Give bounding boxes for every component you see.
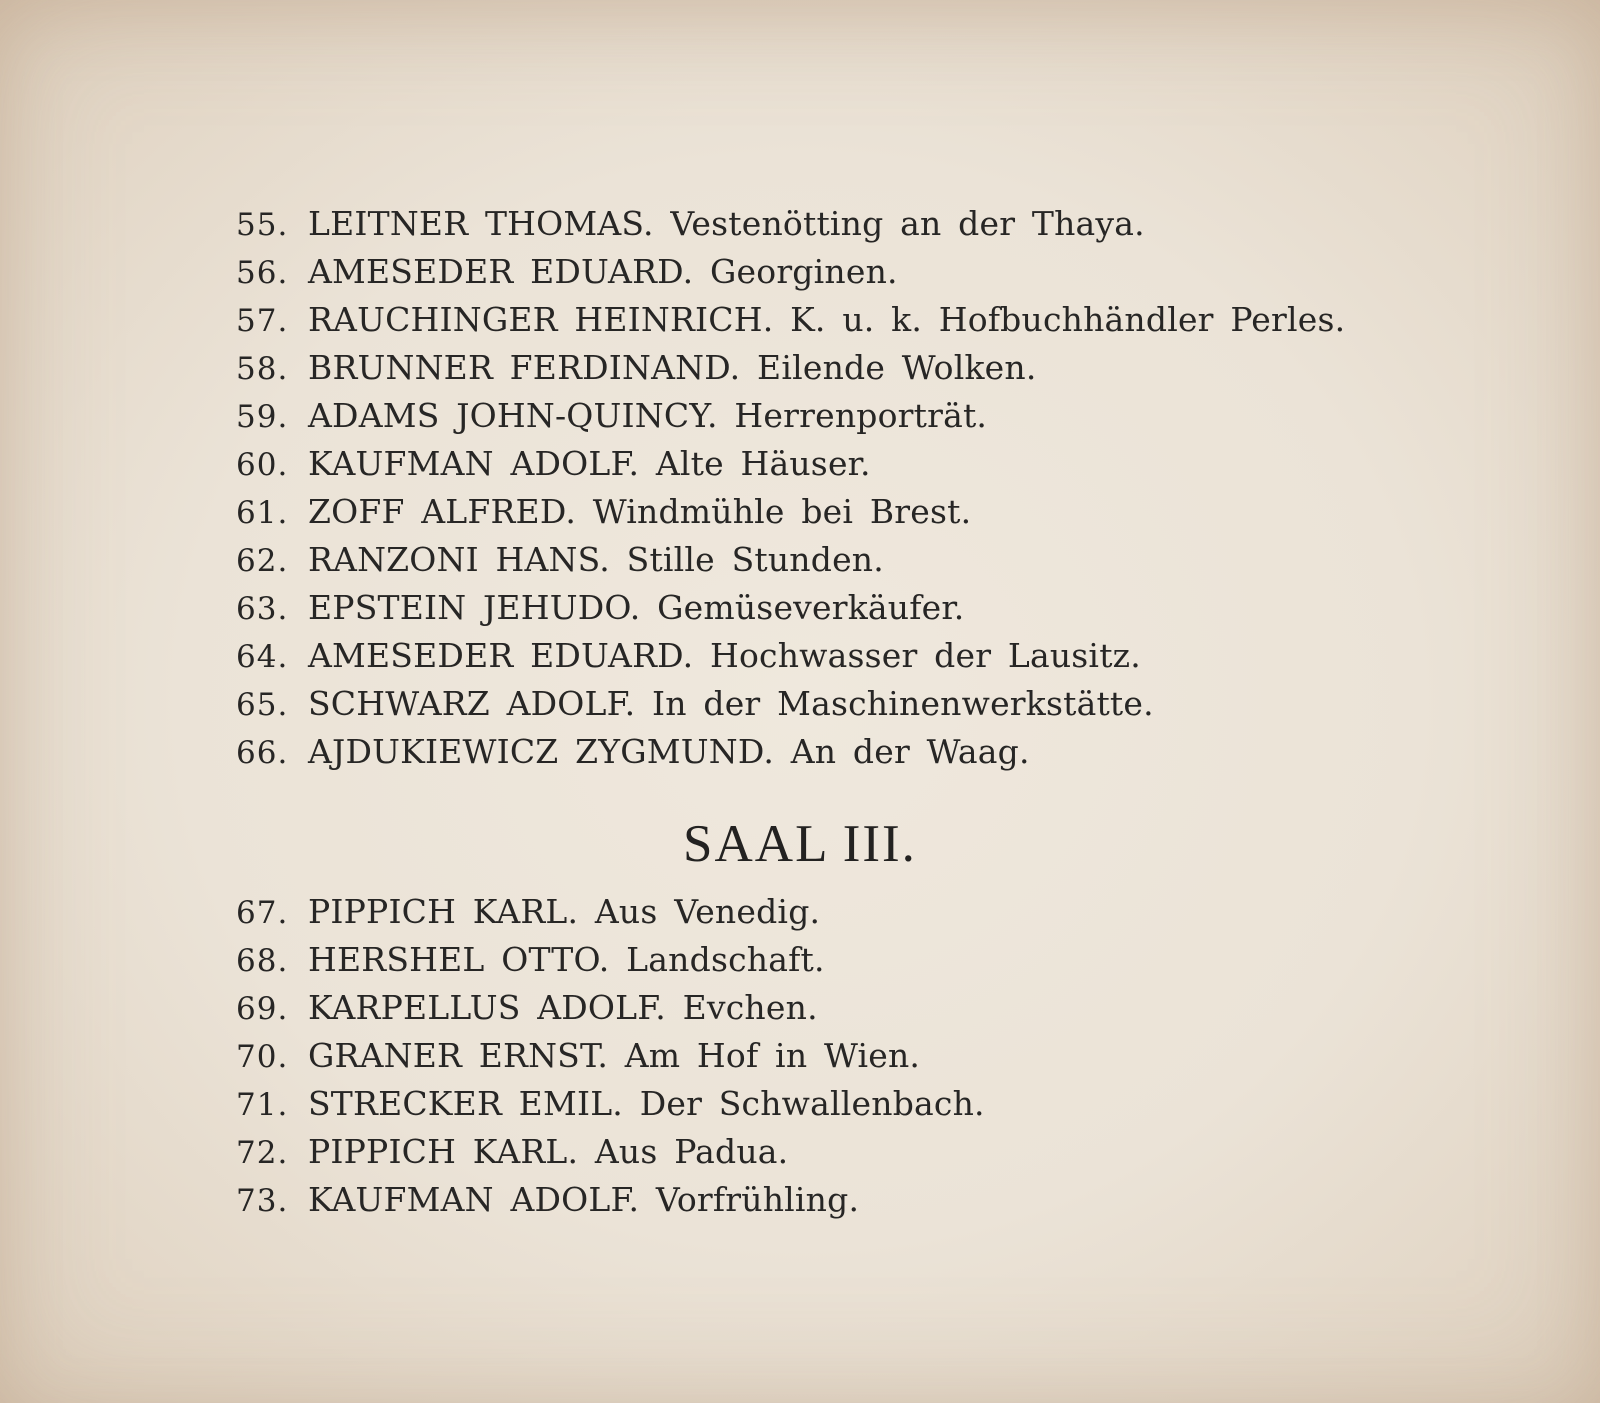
entry-text: PIPPICH KARL. Aus Padua.: [308, 1132, 789, 1171]
entry-number: 56.: [236, 255, 289, 291]
entry-number: 67.: [236, 895, 289, 931]
entry-text: KAUFMAN ADOLF. Vorfrühling.: [308, 1180, 860, 1219]
catalog-entry: [236, 680, 1536, 728]
catalog-entry: [236, 1080, 1536, 1128]
catalog-entry: [236, 392, 1536, 440]
entry-number: 72.: [236, 1135, 289, 1171]
catalog-list-lower: [236, 888, 1536, 1224]
catalog-list-upper: [236, 200, 1536, 776]
entry-number: 70.: [236, 1039, 289, 1075]
entry-number: 66.: [236, 735, 289, 771]
catalog-entry: [236, 248, 1536, 296]
section-heading: SAAL III.: [683, 815, 917, 873]
entry-text: BRUNNER FERDINAND. Eilende Wolken.: [308, 348, 1037, 387]
catalog-entry: [236, 1032, 1536, 1080]
entry-number: 64.: [236, 639, 289, 675]
entry-text: AJDUKIEWICZ ZYGMUND. An der Waag.: [308, 732, 1030, 771]
catalog-entry: [236, 488, 1536, 536]
entry-text: RAUCHINGER HEINRICH. K. u. k. Hofbuchhändler Perles.: [308, 300, 1346, 339]
entry-number: 71.: [236, 1087, 289, 1123]
entry-text: SCHWARZ ADOLF. In der Maschinenwerkstätte.: [308, 684, 1154, 723]
entry-text: EPSTEIN JEHUDO. Gemüseverkäufer.: [308, 588, 965, 627]
entry-text: ADAMS JOHN-QUINCY. Herrenporträt.: [308, 396, 988, 435]
catalog-entry: [236, 584, 1536, 632]
catalog-entry: [236, 728, 1536, 776]
entry-text: RANZONI HANS. Stille Stunden.: [308, 540, 884, 579]
catalog-entry: [236, 200, 1536, 248]
entry-number: 68.: [236, 943, 289, 979]
catalog-entry: [236, 1176, 1536, 1224]
entry-number: 69.: [236, 991, 289, 1027]
entry-text: HERSHEL OTTO. Landschaft.: [308, 940, 825, 979]
entry-number: 60.: [236, 447, 289, 483]
catalog-entry: [236, 536, 1536, 584]
catalog-entry: [236, 296, 1536, 344]
catalog-entry: [236, 984, 1536, 1032]
entry-number: 58.: [236, 351, 289, 387]
entry-number: 57.: [236, 303, 289, 339]
entry-text: LEITNER THOMAS. Vestenötting an der Thaya.: [308, 204, 1145, 243]
entry-text: STRECKER EMIL. Der Schwallenbach.: [308, 1084, 985, 1123]
catalog-entry: [236, 1128, 1536, 1176]
entry-text: AMESEDER EDUARD. Georginen.: [308, 252, 898, 291]
catalog-entry: [236, 632, 1536, 680]
catalog-entry: [236, 344, 1536, 392]
entry-number: 62.: [236, 543, 289, 579]
entry-text: KAUFMAN ADOLF. Alte Häuser.: [308, 444, 871, 483]
catalog-entry: [236, 936, 1536, 984]
entry-text: ZOFF ALFRED. Windmühle bei Brest.: [308, 492, 972, 531]
catalog-entry: [236, 440, 1536, 488]
entry-number: 73.: [236, 1183, 289, 1219]
catalog-entry: [236, 888, 1536, 936]
entry-number: 63.: [236, 591, 289, 627]
entry-text: KARPELLUS ADOLF. Evchen.: [308, 988, 818, 1027]
entry-number: 55.: [236, 207, 289, 243]
entry-number: 61.: [236, 495, 289, 531]
entry-text: AMESEDER EDUARD. Hochwasser der Lausitz.: [308, 636, 1141, 675]
entry-text: GRANER ERNST. Am Hof in Wien.: [308, 1036, 921, 1075]
entry-number: 59.: [236, 399, 289, 435]
entry-number: 65.: [236, 687, 289, 723]
entry-text: PIPPICH KARL. Aus Venedig.: [308, 892, 821, 931]
